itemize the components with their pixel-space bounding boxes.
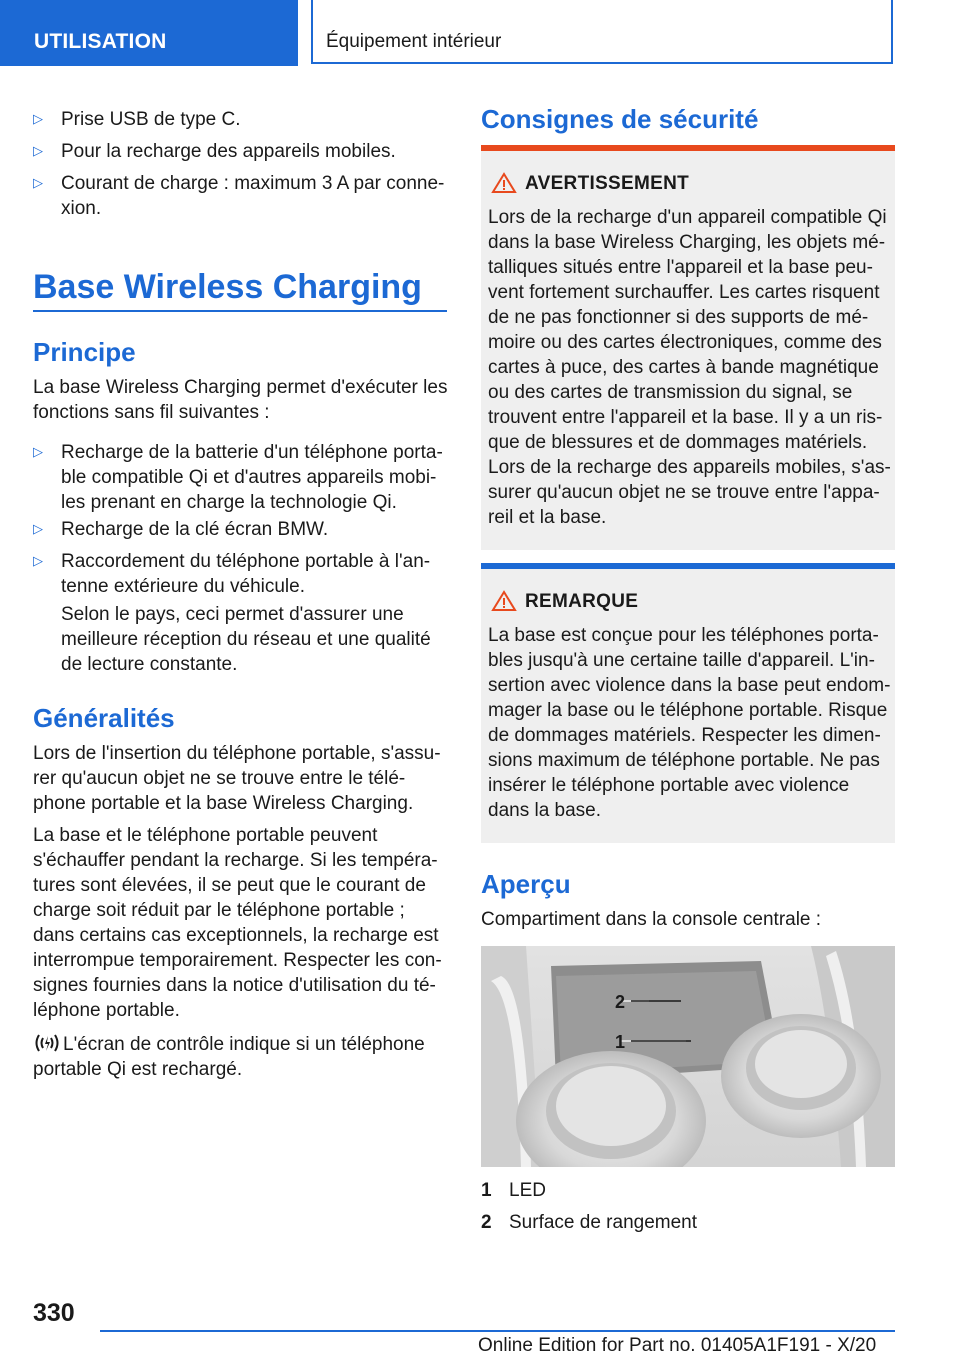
header-section-label: UTILISATION <box>34 30 167 53</box>
apercu-caption: Compartiment dans la console centrale : <box>481 909 822 930</box>
list-item: Raccordement du téléphone portable à l'an- tenne extérieure du véhicule. <box>61 551 431 597</box>
figure-label-1: 1 <box>615 1032 626 1052</box>
generalites-paragraph-2: La base et le téléphone portable peuvent s'échauffer pendant la recharge. Si les tempéra- tures sont élevées, il se peut que le courant de charge soit réduit par le téléphone portable ; dans certains cas exceptionnels, la recharge est interrompue temporairement. Respecter les con- signes fournies dans la notice d'utilisation du té- léphone portable. <box>33 825 442 1021</box>
remarque-title: REMARQUE <box>525 591 639 612</box>
warning-body: Lors de la recharge d'un appareil compatible Qi dans la base Wireless Charging, les objets mé- talliques situés entre l'appareil et la base peu- vent fortement surchauffer. Les cartes risquent de ne pas fonctionner si des supports de mé- moire ou des cartes électroniques, comme des cartes à puce, des cartes à bande magnétique ou des cartes de transmission du signal, se trouvent entre l'appareil et la base. Il y a un ris- que de blessures et de dommages matériels. Lors de la recharge des appareils mobiles, s'as- surer qu'aucun objet ne se trouve entre l'appa- reil et la base. <box>488 207 891 528</box>
title-divider <box>33 310 447 312</box>
list-item-note: Selon le pays, ceci permet d'assurer une meilleure réception du réseau et une qualité de lecture constante. <box>61 604 431 675</box>
footer-divider <box>100 1330 895 1332</box>
warning-triangle-icon <box>491 172 517 194</box>
list-item: Recharge de la batterie d'un téléphone porta- ble compatible Qi et d'autres appareils mobi- les prenant en charge la technologie Qi. <box>61 442 443 513</box>
bullet-triangle-icon: ▷ <box>33 521 43 536</box>
caution-triangle-icon <box>491 590 517 612</box>
page-number: 330 <box>33 1299 75 1327</box>
principe-intro: La base Wireless Charging permet d'exécuter les fonctions sans fil suivantes : <box>33 377 448 423</box>
header-chapter-label: Équipement intérieur <box>326 31 502 52</box>
bullet-triangle-icon: ▷ <box>33 111 43 126</box>
legend-number: 1 <box>481 1180 492 1201</box>
bullet-triangle-icon: ▷ <box>33 553 43 568</box>
bullet-triangle-icon: ▷ <box>33 143 43 158</box>
safety-heading: Consignes de sécurité <box>481 104 759 134</box>
legend-text: Surface de rangement <box>509 1212 698 1233</box>
footer-edition-link[interactable]: Online Edition for Part no. 01405A1F191 - X/20 <box>478 1335 877 1356</box>
list-item: Courant de charge : maximum 3 A par conne- xion. <box>61 173 445 219</box>
warning-bar <box>481 145 895 151</box>
page-title: Base Wireless Charging <box>33 268 422 306</box>
generalites-paragraph-1: Lors de l'insertion du téléphone portable, s'assu- rer qu'aucun objet ne se trouve entre le télé- phone portable et la base Wireless Charging. <box>33 743 441 814</box>
figure-label-2: 2 <box>615 992 626 1012</box>
generalites-heading: Généralités <box>33 703 175 733</box>
warning-notice <box>481 145 895 550</box>
console-compartment-image <box>481 946 895 1167</box>
generalites-paragraph-3: L'écran de contrôle indique si un téléphone portable Qi est rechargé. <box>33 1034 425 1080</box>
legend-number: 2 <box>481 1212 492 1233</box>
list-item: Pour la recharge des appareils mobiles. <box>61 141 396 162</box>
list-item: Recharge de la clé écran BMW. <box>61 519 329 540</box>
warning-title: AVERTISSEMENT <box>525 173 690 194</box>
bullet-triangle-icon: ▷ <box>33 444 43 459</box>
remarque-notice <box>481 563 895 843</box>
legend-text: LED <box>509 1180 546 1201</box>
remarque-bar <box>481 563 895 569</box>
remarque-body: La base est conçue pour les téléphones porta- bles jusqu'à une certaine taille d'appareil. L'in- sertion avec violence dans la base peut endom- mager la base ou le téléphone portable. Risque de dommages matériels. Respecter les dimen- sions maximum de téléphone portable. Ne pas insérer le téléphone portable avec violence dans la base. <box>488 625 891 821</box>
apercu-heading: Aperçu <box>481 869 571 899</box>
principe-heading: Principe <box>33 337 136 367</box>
bullet-triangle-icon: ▷ <box>33 175 43 190</box>
list-item: Prise USB de type C. <box>61 109 241 130</box>
